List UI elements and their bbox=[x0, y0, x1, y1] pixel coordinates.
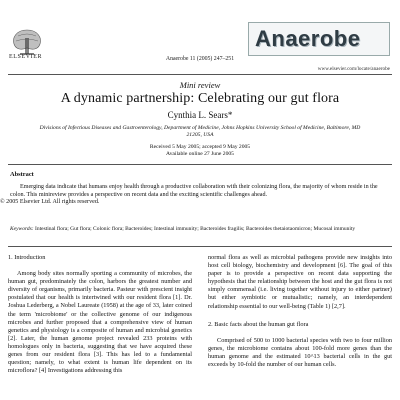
journal-brand-title: Anaerobe bbox=[255, 26, 361, 51]
intro-paragraph: Among body sites normally sporting a community of microbes, the human gut, predominately the colon, harbors the greatest number and diversity of organisms, primarily bacteria. Pasteur with prescient insight postulated that our health is intertwined with our resident flora [1]. Dr. Joshua Lederberg, a Nobel Laureate (1958) at the age of 33, later coined the term 'microbiome' or the collective genome of our indigenous microbes and further proposed that a comprehensive view of human genetics and physiology is a composite of human and microbial genetics [2]. Later, the human genome project revealed 233 proteins with homologues only in bacteria, suggesting that we have acquired these genes from our resident flora [3]. This has led to a fundamental question; namely, to what extent is human life dependent on its microflora? [4] Investigations addressing this bbox=[8, 270, 192, 375]
header-divider bbox=[8, 74, 392, 75]
article-author: Cynthia L. Sears* bbox=[167, 110, 233, 120]
abstract-top-divider bbox=[8, 164, 392, 165]
section2-paragraph: Comprised of 500 to 1000 bacterial species with two to four million genes, the microbiome contains about 100-fold more genes than the human genome and the estimated 10^13 bacterial cells in the gut exceeds by 10-fold the number of our human cells. bbox=[208, 336, 392, 369]
abstract-bottom-divider bbox=[8, 246, 392, 247]
left-column bbox=[8, 254, 192, 375]
abstract-section bbox=[0, 168, 392, 246]
journal-url-link[interactable]: www.elsevier.com/locate/anaerobe bbox=[317, 66, 390, 72]
section2-heading: 2. Basic facts about the human gut flora bbox=[208, 320, 309, 328]
copyright-notice: © 2005 Elsevier Ltd. All rights reserved. bbox=[0, 199, 100, 206]
abstract-heading: Abstract bbox=[10, 171, 34, 178]
right-paragraph: normal flora as well as microbial pathogens provide new insights into host cell biology, biochemistry and development [6]. The goal of this paper is to provide a perspective on recent data supporting the hypothesis that the relationship between the host and the gut flora is not simply commensal (i.e. living together without injury to either partner) but either symbiotic or mutualistic; namely, an interdependent relationship essential to our well-being (Table 1) [2,7]. bbox=[208, 254, 392, 310]
keywords-line bbox=[10, 226, 390, 233]
received-date: Received 5 May 2005; accepted 9 May 2005 bbox=[149, 144, 251, 150]
journal-reference: Anaerobe 11 (2005) 247–251 bbox=[165, 56, 235, 62]
article-title: A dynamic partnership: Celebrating our gut flora bbox=[60, 91, 340, 106]
abstract-text: Emerging data indicate that humans enjoy health through a productive collaboration with their colonizing flora, the majority of whom reside in the colon. This minireview provides a perspective on recent data and the exciting scientific challenges ahead. bbox=[10, 184, 378, 198]
publisher-name: ELSEVIER bbox=[9, 54, 43, 60]
right-column bbox=[208, 254, 392, 369]
author-affiliation: Divisions of Infectious Diseases and Gastroenterology, Department of Medicine, Johns Hopkins University School of Medicine, Baltimore, MD 21205, USA bbox=[39, 125, 361, 139]
abstract-body bbox=[0, 184, 390, 207]
keywords-list: Intestinal flora; Gut flora; Colonic flora; Bacteroides; Intestinal immunity; Bacteroides fragilis; Bacteroides thetaiotaomicron; Mucosal immunity bbox=[35, 226, 356, 232]
article-section-type: Mini review bbox=[179, 80, 221, 90]
journal-brand-banner bbox=[248, 22, 390, 56]
available-date: Available online 27 June 2005 bbox=[166, 151, 234, 158]
keywords-label: Keywords: bbox=[10, 226, 34, 232]
elsevier-tree-icon bbox=[6, 26, 48, 56]
intro-heading: 1. Introduction bbox=[8, 254, 46, 261]
article-dates bbox=[0, 144, 400, 159]
